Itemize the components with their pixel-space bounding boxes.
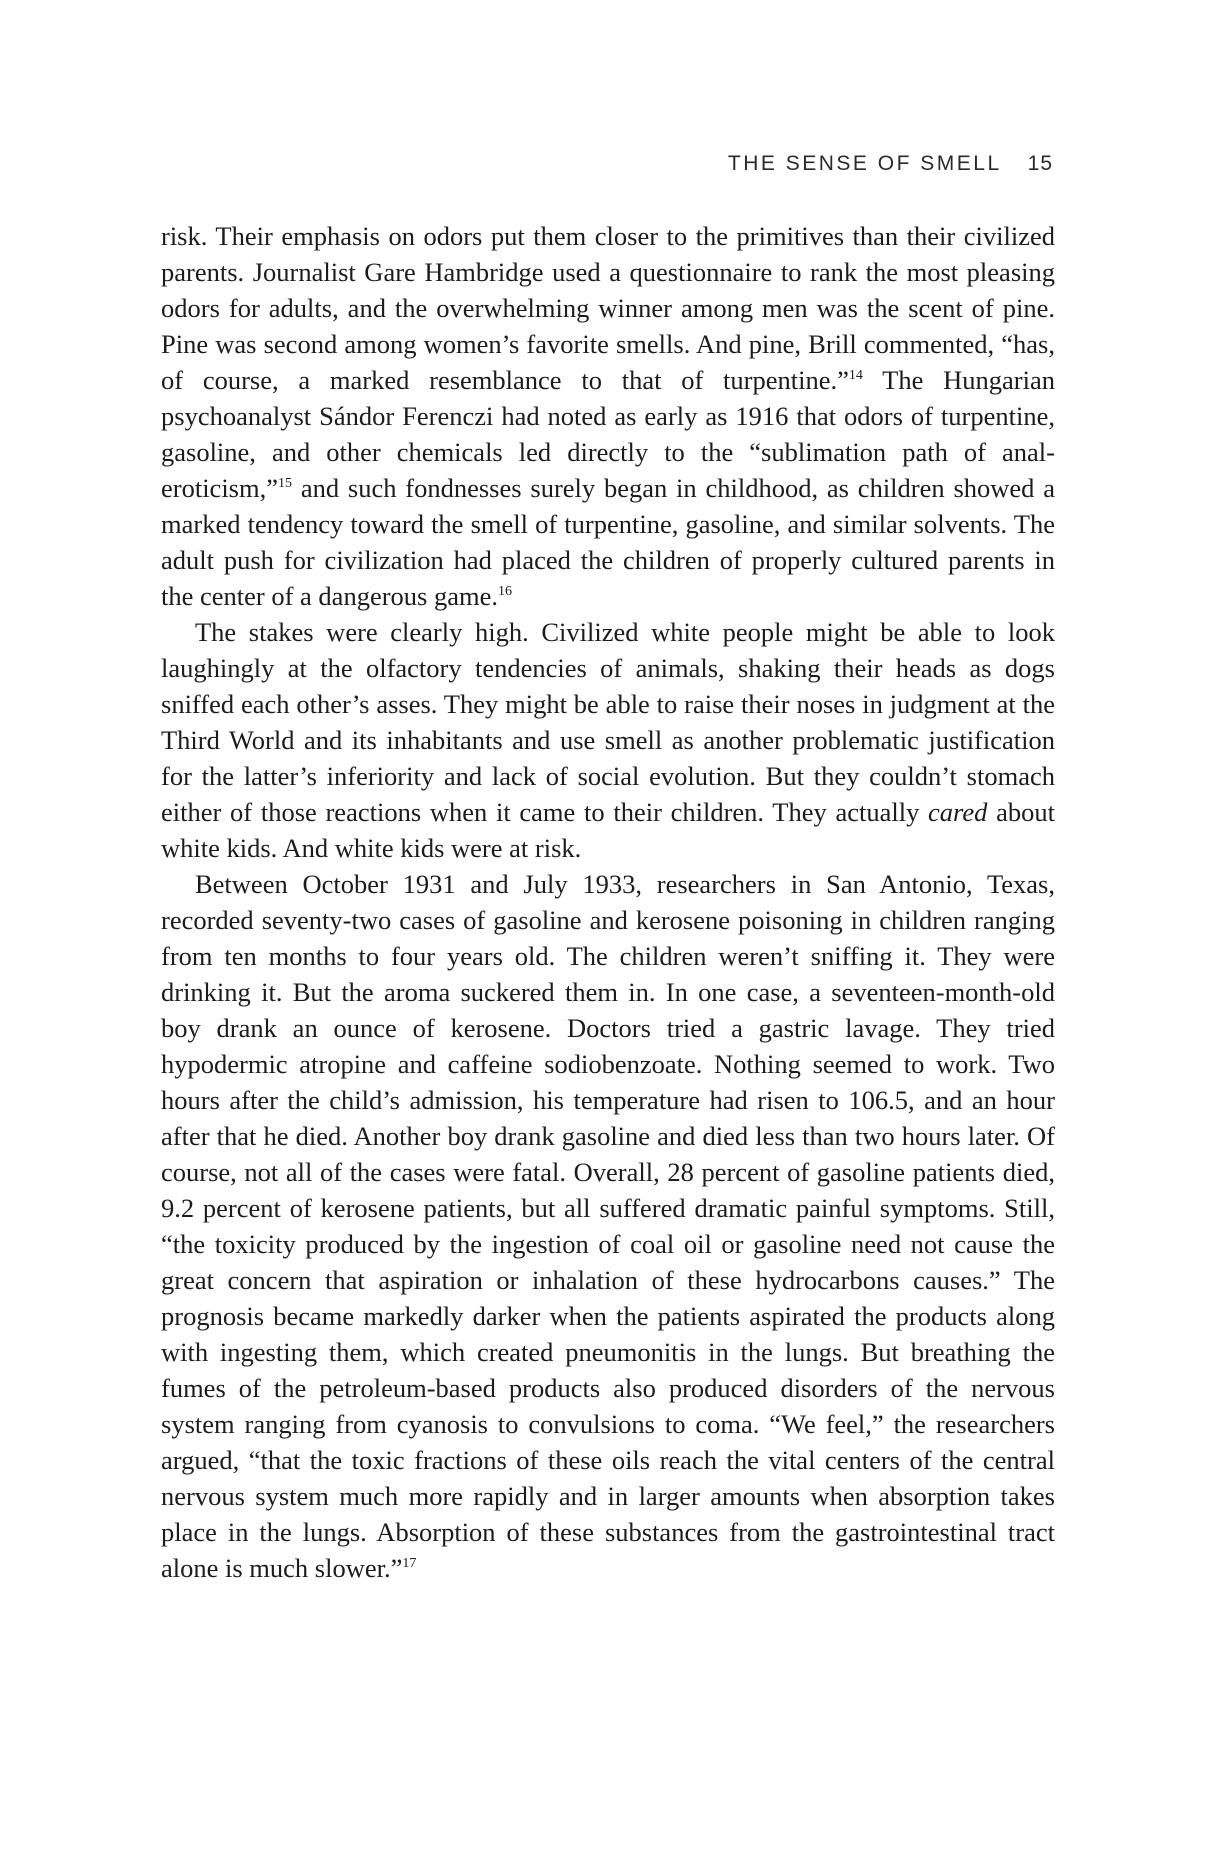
text-run: Between October 1931 and July 1933, researchers in San Antonio, Texas, recorded seventy-two cases of gasoline and kerosene poisoning in children ranging from ten months to four years old. The children weren’t sniffing it. They were drinking it. But the aroma suckered them in. In one case, a seventeen-month-old boy drank an ounce of kerosene. Doctors tried a gastric lavage. They tried hypodermic atropine and caffeine sodiobenzoate. Nothing seemed to work. Two hours after the child’s admission, his temperature had risen to 106.5, and an hour after that he died. Another boy drank gasoline and died less than two hours later. Of course, not all of the cases were fatal. Overall, 28 percent of gasoline patients died, 9.2 percent of kerosene patients, but all suffered dramatic painful symptoms. Still, “the toxicity produced by the ingestion of coal oil or gasoline need not cause the great concern that aspiration or inhalation of these hydrocarbons causes.” The prognosis became markedly darker when the patients aspirated the products along with ingesting them, which created pneumonitis in the lungs. But breathing the fumes of the petroleum-based products also produced disorders of the nervous system ranging from cyanosis to convulsions to coma. “We feel,” the researchers argued, “that the toxic fractions of these oils reach the vital centers of the central nervous system much more rapidly and in larger amounts when absorption takes place in the lungs. Absorption of these substances from the gastrointestinal tract alone is much slower.” [161,869,1055,1583]
footnote-ref-14: 14 [848,368,863,384]
body-text [161,218,1055,1586]
running-title: THE SENSE OF SMELL [727,152,1002,175]
footnote-ref-16: 16 [497,584,512,600]
text-run: and such fondnesses surely began in childhood, as children showed a marked tendency toward the smell of turpentine, gasoline, and similar solvents. The adult push for civilization had placed the children of properly cultured parents in the center of a dangerous game. [161,473,1055,611]
footnote-ref-15: 15 [278,476,292,492]
footnote-ref-17: 17 [402,1556,417,1572]
emphasis: cared [928,797,988,827]
paragraph-2 [161,614,1055,866]
text-run: risk. Their emphasis on odors put them closer to the primitives than their civilized parents. Journalist Gare Hambridge used a questionnaire to rank the most pleasing odors for adults, and the overwhelming winner among men was the scent of pine. Pine was second among women’s favorite smells. And pine, Brill commented, “has, of course, a marked resemblance to that of turpentine.” [161,221,1055,395]
paragraph-3 [161,866,1055,1586]
text-run: about white kids. And white kids were at risk. [161,797,1055,863]
running-head [728,152,1053,176]
text-run: The stakes were clearly high. Civilized white people might be able to look laughingly at the olfactory tendencies of animals, shaking their heads as dogs sniffed each other’s asses. They might be able to raise their noses in judgment at the Third World and its inhabitants and use smell as another problematic justification for the latter’s inferiority and lack of social evolution. But they couldn’t stomach either of those reactions when it came to their children. They actually [161,617,1055,827]
paragraph-1 [161,218,1055,614]
page-number: 15 [1027,152,1053,175]
text-run: The Hungarian psychoanalyst Sándor Ferenczi had noted as early as 1916 that odors of turpentine, gasoline, and other chemicals led directly to the “sublimation path of anal-eroticism,” [161,365,1055,503]
